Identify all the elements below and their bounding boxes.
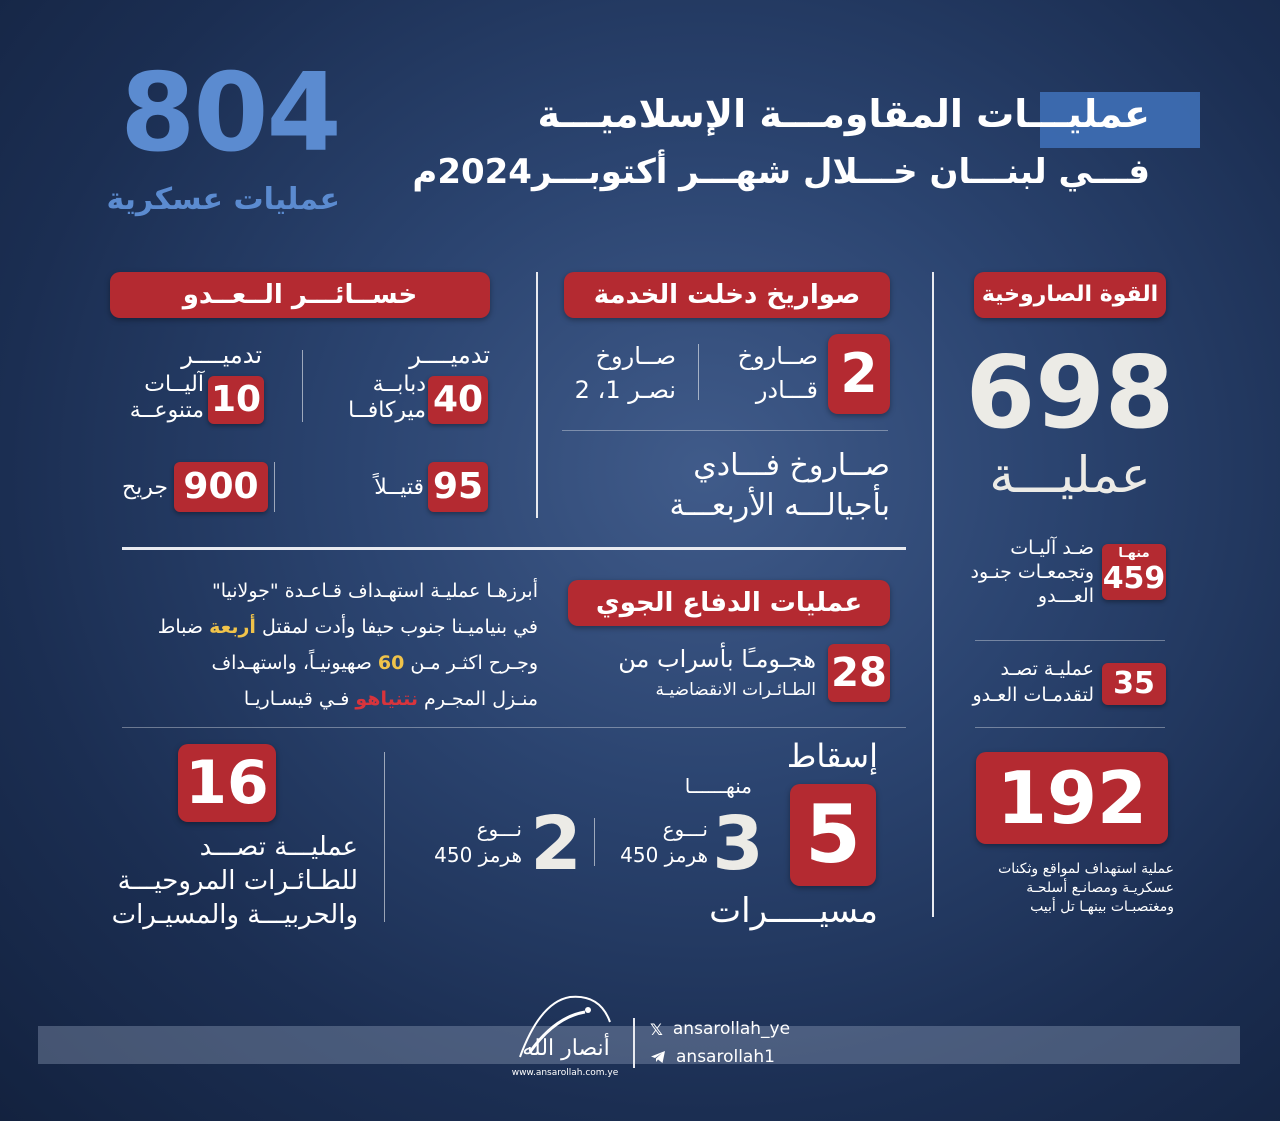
highlight-line4-post: فـي قيسـاريـا	[243, 688, 356, 710]
losses-divider-top	[302, 350, 303, 422]
new-missiles-count: 2	[828, 334, 890, 414]
total-operations-number: 804	[120, 51, 340, 176]
repel-line1: عمليـة تصـد	[1000, 658, 1094, 680]
divider-right-2	[975, 727, 1165, 728]
logo-text: أنصار الله	[522, 1036, 610, 1061]
telegram-social-link[interactable]	[650, 1046, 775, 1068]
air-attacks-line1: هجـومـًا بأسراب من	[618, 645, 816, 673]
against-vehicles-line3: العـــدو	[1037, 585, 1094, 607]
x-handle: ansarollah_ye	[672, 1019, 791, 1039]
destroy-vehicles-label: تدميــــر	[181, 341, 262, 369]
vehicles-line2: متنوعــة	[129, 398, 204, 423]
wounded-number: 900	[174, 462, 268, 512]
vehicles-line1: آليــات	[144, 372, 204, 397]
missile1-line2: قـــادر	[755, 376, 818, 404]
highlight-line3-post: صهيونيـاً، واستهـداف	[211, 652, 378, 674]
highlight-line3	[211, 648, 538, 678]
targets-line1: عملية استهداف لمواقع وثكنات	[998, 861, 1174, 877]
type2-number: 2	[530, 801, 582, 887]
footer-bar	[38, 1026, 1240, 1064]
against-vehicles-line2: وتجمعـات جنـود	[970, 561, 1094, 583]
air-defense-heading: عمليات الدفاع الجوي	[568, 580, 890, 626]
missile1-line1: صــاروخ	[737, 342, 818, 370]
destroy-tanks-label: تدميــــر	[409, 341, 490, 369]
enemy-losses-heading: خســائـــر الــعــدو	[110, 272, 490, 318]
website-url[interactable]: www.ansarollah.com.ye	[511, 1068, 619, 1078]
highlight-line2-pre: في بنياميـنا جنوب حيفا وأدت لمقتل	[255, 616, 538, 638]
total-operations-label: عمليات عسكرية	[106, 182, 340, 217]
drones-word: مسيـــــرات	[709, 891, 878, 931]
highlight-line4	[244, 684, 538, 714]
missile-force-heading: القوة الصاروخية	[974, 272, 1166, 318]
confront-divider	[384, 752, 385, 922]
repel-line2: لتقدمـات العـدو	[972, 684, 1094, 706]
page-title-line2: فـــي لبنـــان خـــلال شهـــر أكتوبـــر2024م	[412, 152, 1150, 192]
type1-number: 3	[712, 801, 764, 887]
highlight-wounded: 60	[377, 652, 405, 674]
divider-horizontal-main	[122, 547, 906, 550]
divider-vertical-middle	[536, 272, 538, 518]
x-social-link[interactable]	[650, 1018, 790, 1040]
against-vehicles-badge-top: منهـا	[1118, 546, 1150, 561]
highlight-line1: أبرزهـا عمليـة استهـداف قـاعـدة "جولانيا"	[211, 580, 538, 602]
type1-line1: نـــوع	[662, 817, 708, 841]
highlight-line2	[158, 612, 538, 642]
type1-line2: هرمز 450	[620, 843, 708, 867]
missile-force-total-label: عمليـــة	[989, 446, 1151, 504]
repel-number: 35	[1102, 663, 1166, 705]
shootdown-total: 5	[790, 784, 876, 886]
killed-number: 95	[428, 462, 488, 512]
shootdown-divider	[594, 818, 595, 866]
x-logo-icon: 𝕏	[650, 1019, 663, 1039]
air-attacks-line2: الطـائـرات الانقضاضيـة	[655, 680, 816, 700]
fadi-line2: بأجيالـــه الأربعـــة	[669, 488, 890, 523]
type2-line1: نـــوع	[476, 817, 522, 841]
killed-label: قتيــلاً	[374, 475, 424, 500]
highlight-line2-post: ضباط	[157, 616, 210, 638]
shootdown-label: إسقاط	[786, 737, 878, 775]
shootdown-of-them: منهــــــا	[684, 774, 752, 798]
missile2-line2: نصـر 1، 2	[574, 376, 676, 404]
divider-missiles	[562, 430, 888, 431]
missile-force-total: 698	[965, 334, 1175, 451]
air-attacks-number: 28	[828, 644, 890, 702]
type2-line2: هرمز 450	[434, 843, 522, 867]
divider-air-defense	[122, 727, 906, 728]
against-vehicles-number: 459	[1102, 561, 1166, 596]
tanks-line1: دبابــة	[372, 372, 426, 397]
targets-line2: عسكريـة ومصانـع أسلحـة	[1026, 880, 1174, 896]
vehicles-number: 10	[208, 376, 264, 424]
highlight-line4-pre: منـزل المجـرم	[418, 688, 538, 710]
wounded-label: جريح	[121, 475, 168, 500]
divider-vertical-right	[932, 272, 934, 917]
highlight-line3-pre: وجـرح اكثـر مـن	[404, 652, 538, 674]
targets-line3: ومغتصبـات بينهـا تل أبيب	[1030, 899, 1174, 915]
highlight-officers: أربعة	[209, 616, 256, 638]
footer-divider	[633, 1018, 635, 1068]
fadi-line1: صــاروخ فـــادي	[693, 448, 890, 483]
new-missiles-heading: صواريخ دخلت الخدمة	[564, 272, 890, 318]
highlight-netanyahu: نتنياهو	[355, 688, 419, 710]
page-title-line1: عمليـــات المقاومـــة الإسلاميـــة	[537, 92, 1150, 136]
tanks-line2: ميركافــا	[348, 398, 426, 423]
tanks-number: 40	[428, 376, 488, 424]
losses-divider-bottom	[274, 462, 275, 512]
telegram-icon	[650, 1049, 666, 1065]
against-vehicles-badge	[1102, 544, 1166, 600]
telegram-handle: ansarollah1	[676, 1047, 775, 1067]
targets-number: 192	[976, 752, 1168, 844]
divider-right-1	[975, 640, 1165, 641]
against-vehicles-line1: ضـد آليـات	[1010, 537, 1094, 559]
confront-line3: والحربيـــة والمسيـرات	[111, 900, 358, 930]
confront-number: 16	[178, 744, 276, 822]
missile2-line1: صــاروخ	[595, 342, 676, 370]
confront-line2: للطـائـرات المروحيـــة	[117, 866, 358, 896]
confront-line1: عمليـــة تصـــد	[199, 832, 358, 862]
missile-divider	[698, 344, 699, 400]
